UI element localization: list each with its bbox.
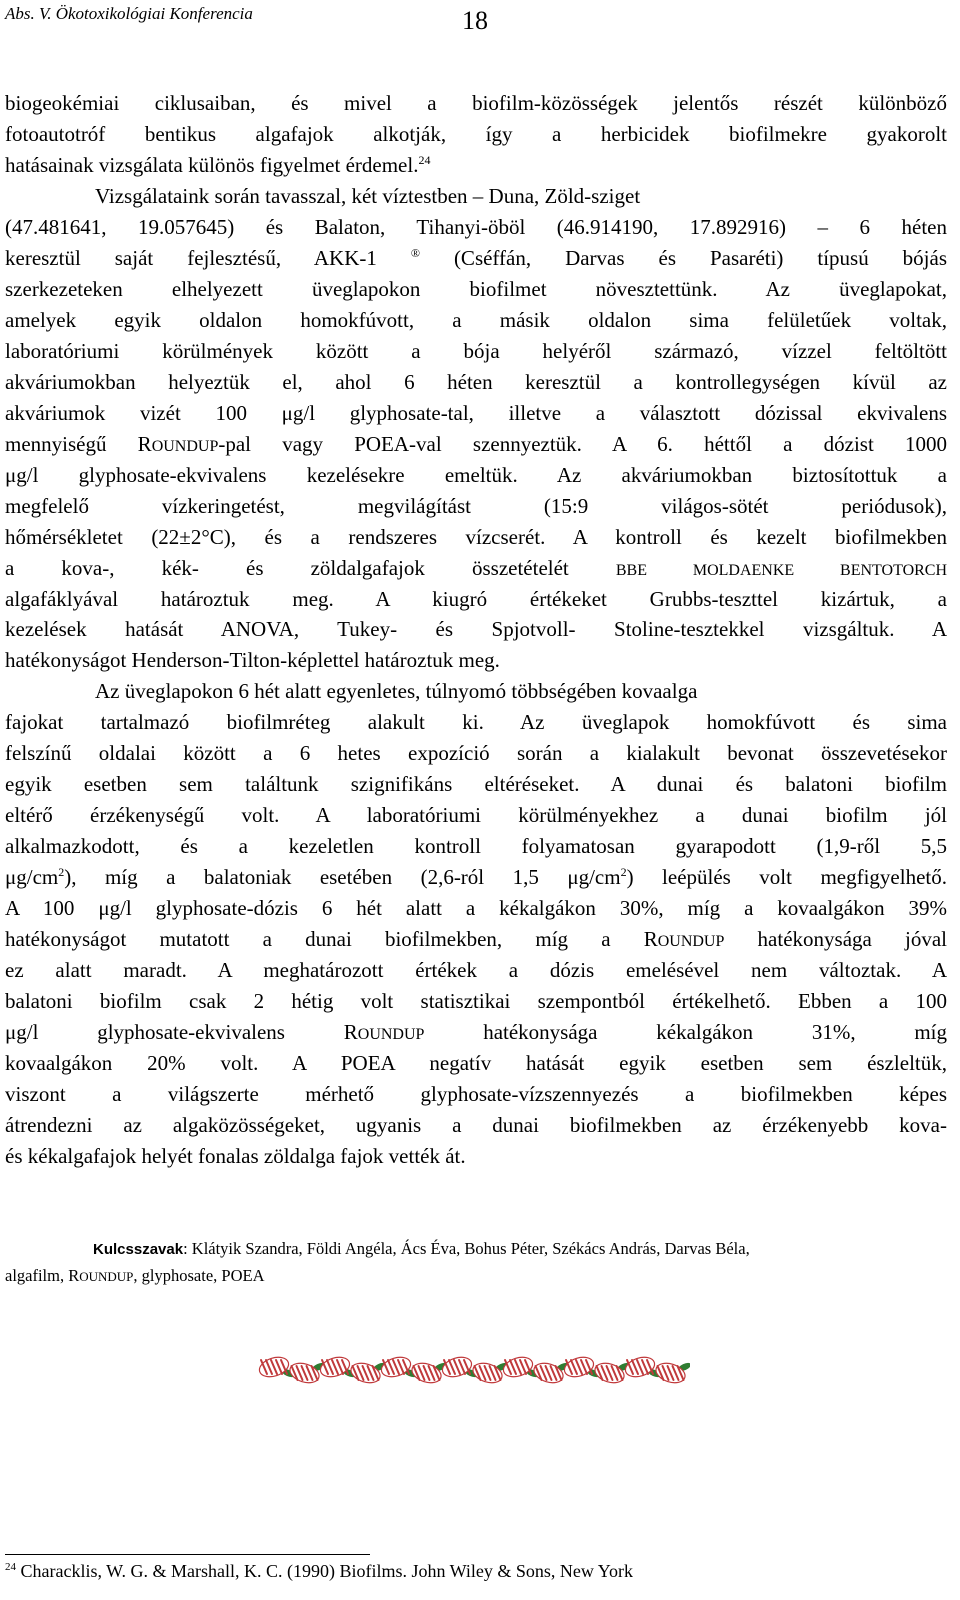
text-line: fotoautotróf bentikus algafajok alkotják, így a herbicidek biofilmekre gyakorolt	[5, 121, 947, 146]
text-line: eltérő érzékenységű volt. A laboratóriumi körülményekhez a dunai biofilm jól	[5, 803, 947, 828]
running-header: Abs. V. Ökotoxikológiai Konferencia	[5, 4, 253, 23]
page-number: 18	[462, 6, 488, 35]
text-line: megfelelő vízkeringetést, megvilágítást (15:9 világos-sötét periódusok),	[5, 493, 947, 518]
registered-mark: ®	[410, 245, 420, 260]
keywords-authors: : Klátyik Szandra, Földi Angéla, Ács Éva, Bohus Péter, Székács András, Darvas Béla,	[183, 1239, 750, 1258]
footnote-reference: 24	[418, 152, 431, 167]
text-line: A 100 μg/l glyphosate-dózis 6 hét alatt a kékalgákon 30%, míg a kovaalgákon 39%	[5, 896, 947, 921]
text-line: akváriumokban helyeztük el, ahol 6 héten keresztül a kontrollegységen kívül az	[5, 369, 947, 394]
keywords-line: algafilm, ROUNDUP, glyphosate, POEA	[5, 1266, 265, 1285]
text-line: (47.481641, 19.057645) és Balaton, Tihanyi-öböl (46.914190, 17.892916) – 6 héten	[5, 214, 947, 239]
text-line: μg/l glyphosate-ekvivalens kezelésekre emeltük. Az akváriumokban biztosítottuk a	[5, 462, 947, 487]
candy-cane-garland-ornament	[258, 1345, 690, 1395]
text-line: kezelések hatását ANOVA, Tukey- és Spjotvoll- Stoline-tesztekkel vizsgáltuk. A	[5, 617, 947, 642]
text-line: kovaalgákon 20% volt. A POEA negatív hatását egyik esetben sem észleltük,	[5, 1051, 947, 1076]
text-line: alkalmazkodott, és a kezeletlen kontroll folyamatosan gyarapodott (1,9-ről 5,5	[5, 834, 947, 859]
keywords-block	[5, 1235, 947, 1289]
text-line: mennyiségű ROUNDUP-pal vagy POEA-val szennyeztük. A 6. héttől a dózist 1000	[5, 431, 947, 456]
footnote-number: 24	[5, 1561, 16, 1573]
text-line: $\mu g/cm^2$), míg a balatoniak esetében (2,6-ról 1,5 $\mu g/cm^2$) leépülés volt megfigyelhető.	[5, 865, 947, 890]
text-line: keresztül saját fejlesztésű, AKK-1 ® (Cséffán, Darvas és Pasaréti) típusú bójás	[5, 245, 948, 270]
text-line: akváriumok vizét 100 μg/l glyphosate-tal, illetve a választott dózissal ekvivalens	[5, 400, 947, 425]
text-line: hőmérsékletet (22±2°C), és a rendszeres vízcserét. A kontroll és kezelt biofilmekben	[5, 524, 947, 549]
text-line: balatoni biofilm csak 2 hétig volt statisztikai szempontból értékelhető. Ebben a 100	[5, 989, 947, 1014]
text-line: laboratóriumi körülmények között a bója helyéről származó, vízzel feltöltött	[5, 338, 947, 363]
text-line: Vizsgálataink során tavasszal, két víztestben – Duna, Zöld-sziget	[95, 183, 641, 208]
text-line: Az üveglapokon 6 hét alatt egyenletes, túlnyomó többségében kovaalga	[95, 679, 698, 704]
text-line: hatásainak vizsgálata különös figyelmet érdemel.$^{24}$	[5, 152, 431, 177]
text-line: amelyek egyik oldalon homokfúvott, a másik oldalon sima felületűek voltak,	[5, 307, 947, 332]
text-line: és kékalgafajok helyét fonalas zöldalga fajok vették át.	[5, 1143, 466, 1168]
text-line: egyik esetben sem találtunk szignifikáns eltéréseket. A dunai és balatoni biofilm	[5, 772, 947, 797]
text-line: biogeokémiai ciklusaiban, és mivel a biofilm-közösségek jelentős részét különböző	[5, 91, 947, 115]
text-line: fajokat tartalmazó biofilmréteg alakult ki. Az üveglapok homokfúvott és sima	[5, 710, 947, 735]
text-line: viszont a világszerte mérhető glyphosate-vízszennyezés a biofilmekben képes	[5, 1082, 947, 1106]
keywords-label: Kulcsszavak	[93, 1241, 184, 1258]
keywords-line	[5, 1235, 947, 1262]
text-line: hatékonyságot Henderson-Tilton-képlettel határoztuk meg.	[5, 648, 500, 673]
text-line: felszínű oldalai között a 6 hetes expozíció során a kialakult bevonat összevetésekor	[5, 741, 947, 766]
text-line: hatékonyságot mutatott a dunai biofilmekben, míg a ROUNDUP hatékonysága jóval	[5, 927, 947, 952]
text-line: ez alatt maradt. A meghatározott értékek a dózis emelésével nem változtak. A	[5, 958, 947, 983]
abstract-body	[5, 88, 947, 1172]
text-line: átrendezni az algaközösségeket, ugyanis a dunai biofilmekben az érzékenyebb kova-	[5, 1112, 947, 1137]
footnote-text: Characklis, W. G. & Marshall, K. C. (1990) Biofilms. John Wiley & Sons, New York	[16, 1561, 633, 1581]
text-line: a kova-, kék- és zöldalgafajok összetételét BBE MOLDAENKE BENTOTORCH	[5, 555, 948, 580]
text-line: μg/l glyphosate-ekvivalens ROUNDUP hatékonysága kékalgákon 31%, míg	[5, 1020, 948, 1045]
footnote-divider	[5, 1554, 370, 1555]
text-line: algafáklyával határoztuk meg. A kiugró értékeket Grubbs-teszttel kizártuk, a	[5, 586, 947, 611]
text-line: szerkezeteken elhelyezett üveglapokon biofilmet növesztettünk. Az üveglapokat,	[5, 276, 947, 301]
footnote	[5, 1561, 633, 1582]
